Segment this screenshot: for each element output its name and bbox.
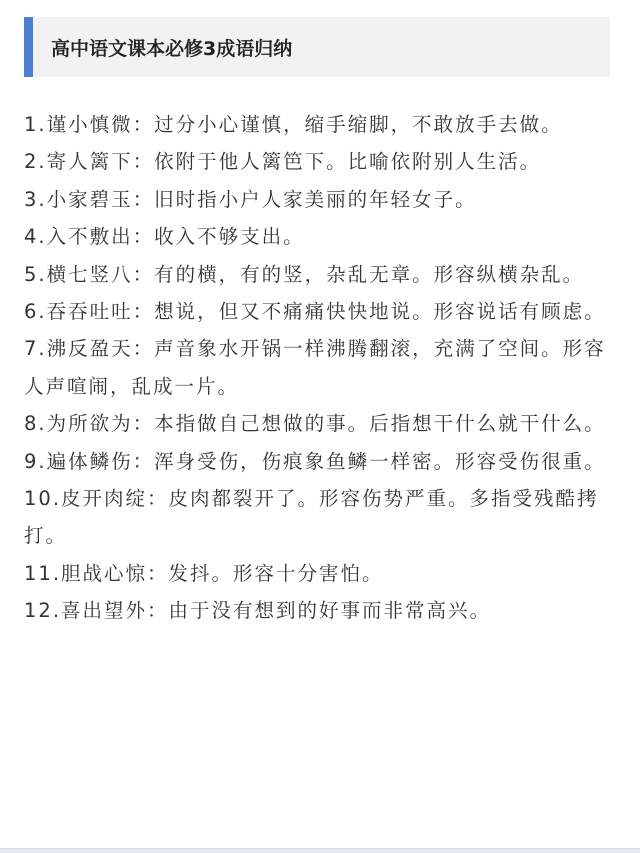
idiom-item: 7.沸反盈天：声音象水开锅一样沸腾翻滚，充满了空间。形容人声喧闹，乱成一片。 (24, 337, 606, 398)
idiom-item: 11.胆战心惊：发抖。形容十分害怕。 (24, 561, 384, 585)
idiom-item: 6.吞吞吐吐：想说，但又不痛痛快快地说。形容说话有顾虑。 (24, 300, 606, 324)
idiom-item: 4.入不敷出：收入不够支出。 (24, 225, 305, 249)
bottom-divider (0, 848, 640, 853)
section-title-bar (24, 17, 610, 77)
idiom-item: 10.皮开肉绽：皮肉都裂开了。形容伤势严重。多指受残酷拷打。 (24, 487, 599, 548)
idiom-item: 1.谨小慎微：过分小心谨慎，缩手缩脚，不敢放手去做。 (24, 113, 563, 136)
idiom-item: 2.寄人篱下：依附于他人篱笆下。比喻依附别人生活。 (24, 150, 542, 174)
idiom-item: 9.遍体鳞伤：浑身受伤，伤痕象鱼鳞一样密。形容受伤很重。 (24, 449, 606, 473)
idiom-list (24, 106, 624, 630)
idiom-item: 8.为所欲为：本指做自己想做的事。后指想干什么就干什么。 (24, 412, 606, 436)
section-title: 高中语文课本必修3成语归纳 (51, 37, 293, 60)
idiom-item: 5.横七竖八：有的横，有的竖，杂乱无章。形容纵横杂乱。 (24, 262, 585, 286)
idiom-item: 12.喜出望外：由于没有想到的好事而非常高兴。 (24, 599, 492, 623)
idiom-item: 3.小家碧玉：旧时指小户人家美丽的年轻女子。 (24, 187, 477, 211)
